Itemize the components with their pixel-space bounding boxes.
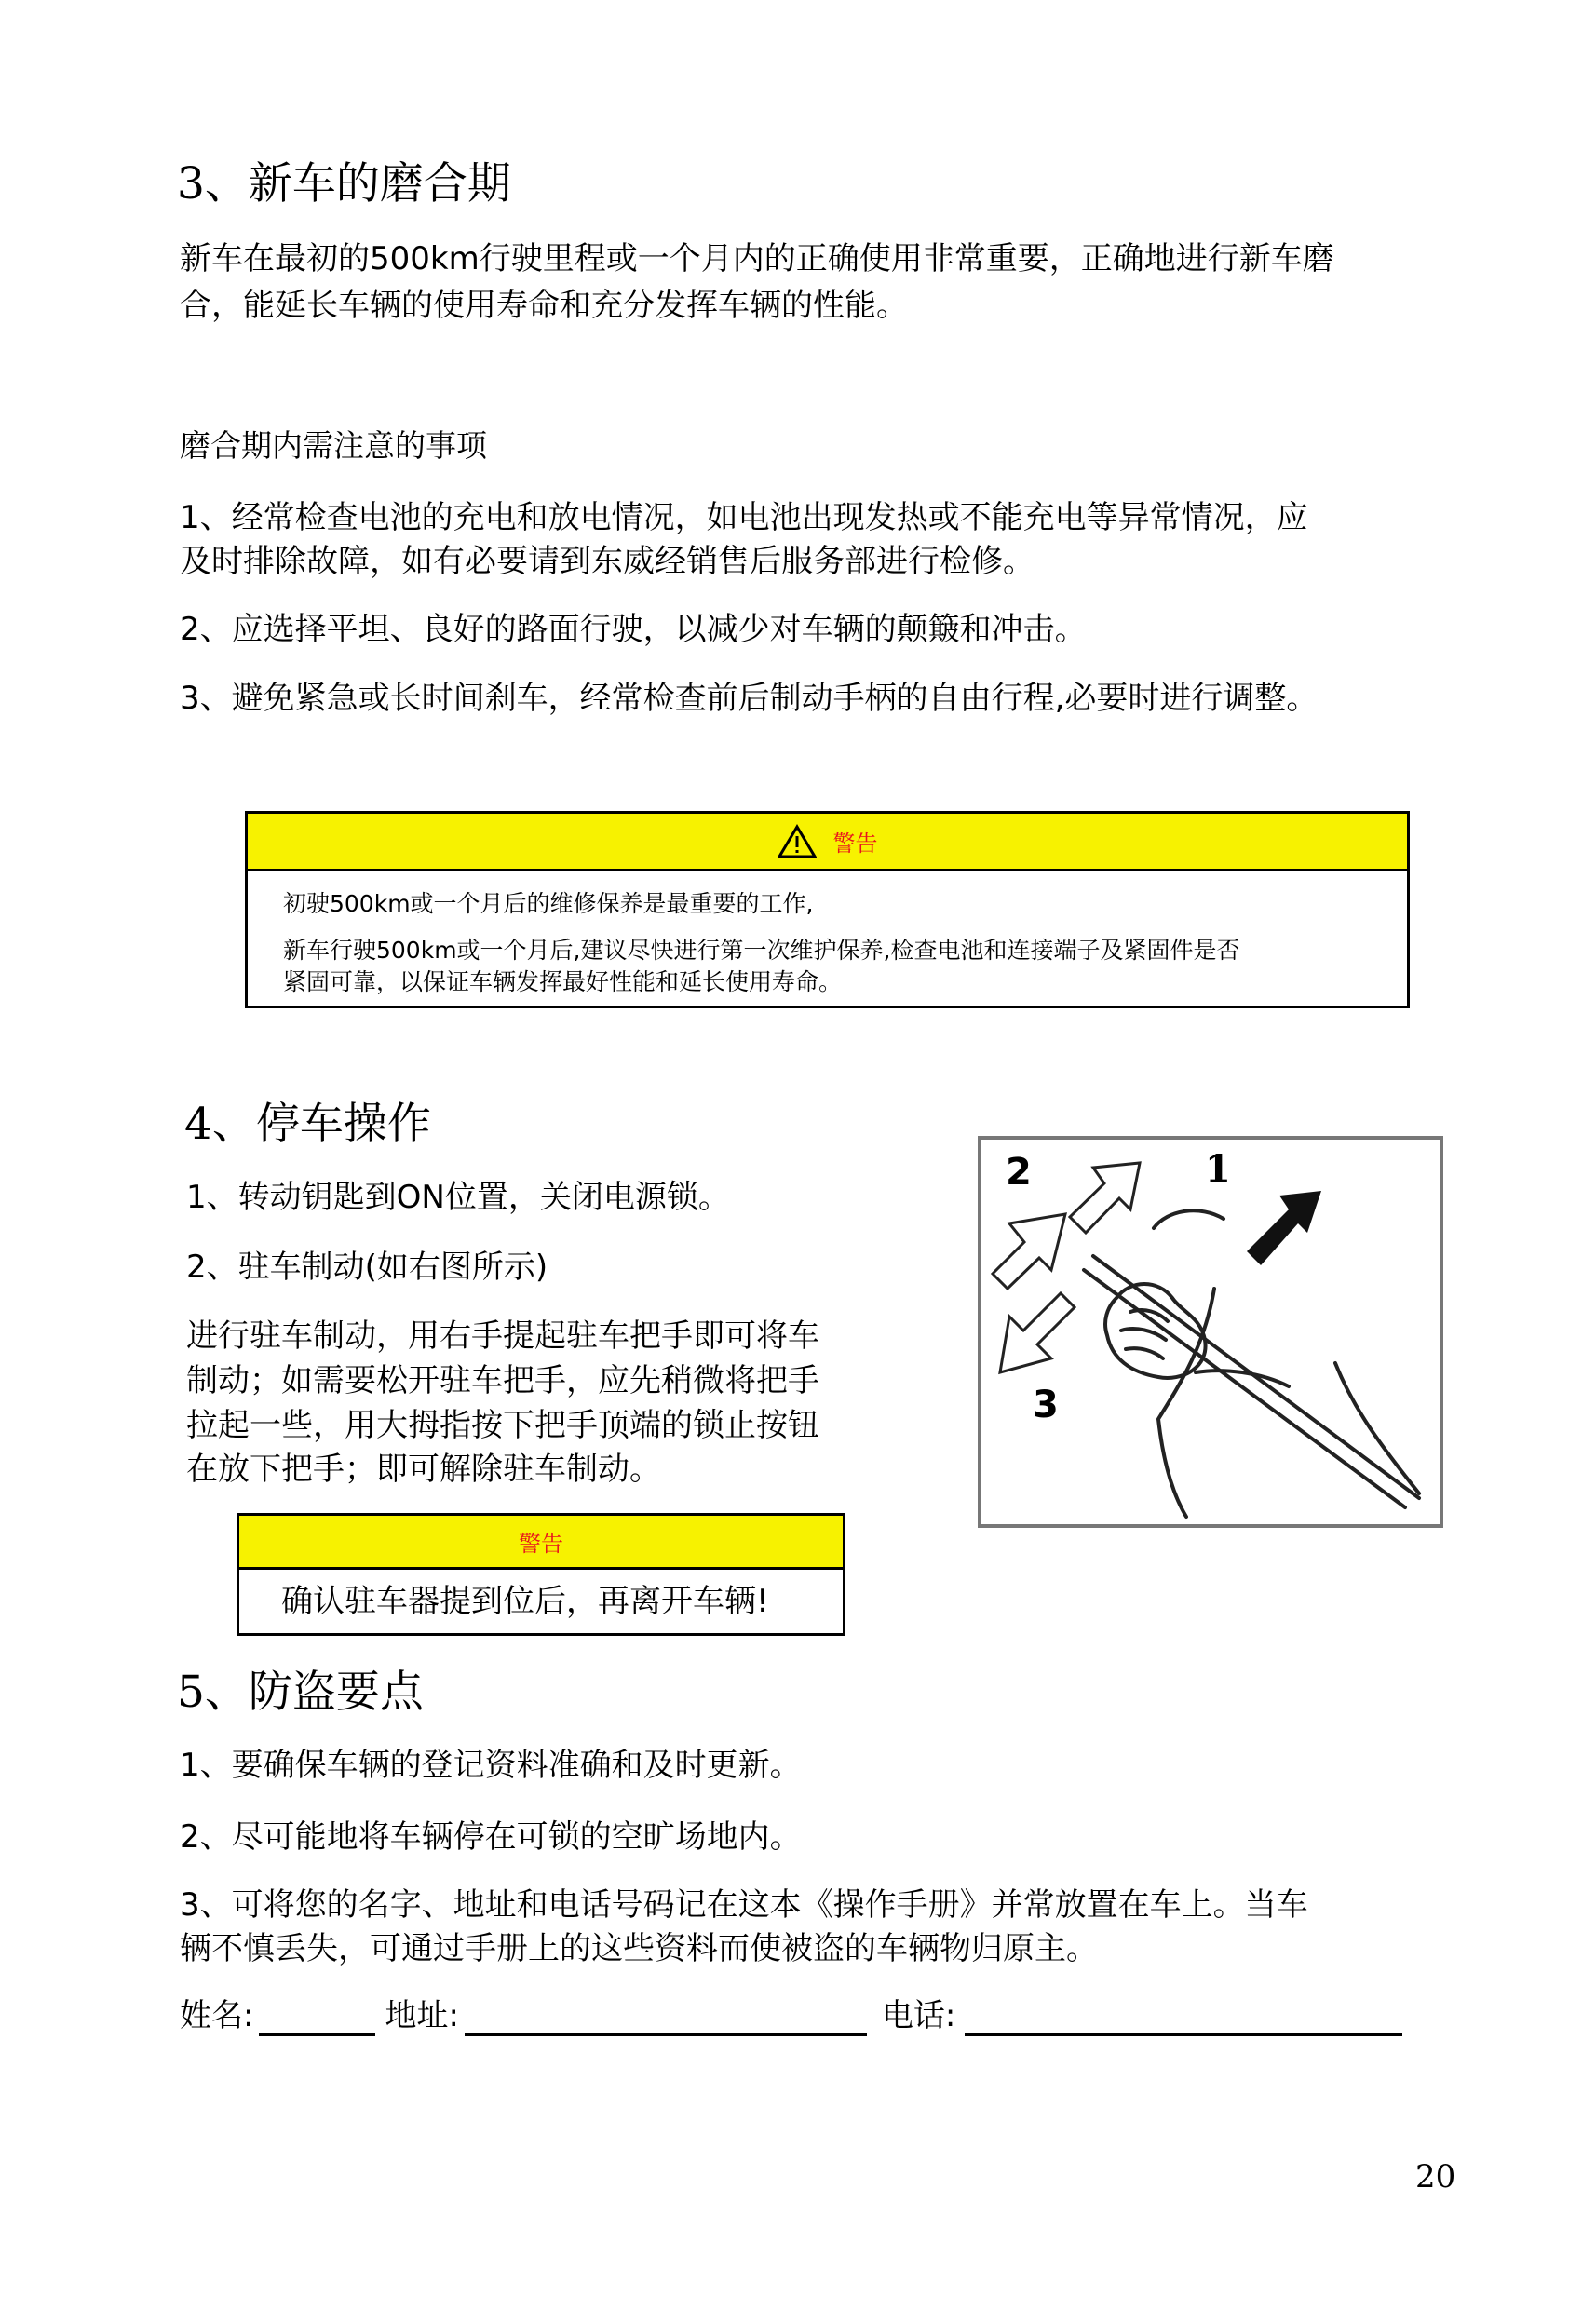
figure-label-3: 3 xyxy=(1033,1384,1059,1426)
warning-line1: 初驶500km或一个月后的维修保养是最重要的工作, xyxy=(283,890,814,917)
parking-warning-header xyxy=(239,1516,843,1570)
phone-field[interactable] xyxy=(965,2000,1402,2036)
section5-item1: 1、要确保车辆的登记资料准确和及时更新。 xyxy=(180,1747,802,1784)
section5-heading: 5、防盗要点 xyxy=(177,1667,424,1718)
section3-intro-line1: 新车在最初的500km行驶里程或一个月内的正确使用非常重要，正确地进行新车磨 xyxy=(180,240,1334,277)
section3-item1-line1: 1、经常检查电池的充电和放电情况，如电池出现发热或不能充电等异常情况，应 xyxy=(180,499,1308,536)
warning-line3: 紧固可靠，以保证车辆发挥最好性能和延长使用寿命。 xyxy=(283,968,843,995)
section3-item2: 2、应选择平坦、良好的路面行驶，以减少对车辆的颠簸和冲击。 xyxy=(180,611,1087,648)
address-label: 地址: xyxy=(385,1997,459,2034)
section4-para-line2: 制动；如需要松开驻车把手，应先稍微将把手 xyxy=(186,1362,819,1399)
name-field[interactable] xyxy=(259,2000,375,2036)
warning-label: 警告 xyxy=(832,831,878,857)
figure-label-2: 2 xyxy=(1006,1151,1032,1194)
section3-intro-line2: 合，能延长车辆的使用寿命和充分发挥车辆的性能。 xyxy=(180,287,908,324)
warning-line2: 新车行驶500km或一个月后,建议尽快进行第一次维护保养,检查电池和连接端子及紧固件是否 xyxy=(283,937,1240,964)
owner-info-form xyxy=(180,1995,1402,2036)
section3-item1-line2: 及时排除故障，如有必要请到东威经销售后服务部进行检修。 xyxy=(180,543,1035,580)
parking-warning-text: 确认驻车器提到位后，再离开车辆! xyxy=(281,1583,769,1620)
section4-para-line3: 拉起一些，用大拇指按下把手顶端的锁止按钮 xyxy=(186,1407,819,1444)
phone-label: 电话: xyxy=(881,1997,956,2034)
figure-label-1: 1 xyxy=(1205,1147,1231,1191)
section3-heading: 3、新车的磨合期 xyxy=(177,158,511,209)
warning-header xyxy=(248,814,1407,871)
section5-item3-line1: 3、可将您的名字、地址和电话号码记在这本《操作手册》并常放置在车上。当车 xyxy=(180,1886,1308,1924)
hand-lever-illustration xyxy=(981,1140,1440,1524)
warning-triangle-icon xyxy=(778,824,817,859)
address-field[interactable] xyxy=(465,2000,867,2036)
parking-warning-label: 警告 xyxy=(519,1531,563,1557)
section4-para-line1: 进行驻车制动，用右手提起驻车把手即可将车 xyxy=(186,1317,819,1355)
section4-para-line4: 在放下把手；即可解除驻车制动。 xyxy=(186,1451,661,1488)
parking-warning-box xyxy=(237,1513,845,1636)
section4-heading: 4、停车操作 xyxy=(184,1099,431,1150)
section4-item1: 1、转动钥匙到ON位置，关闭电源锁。 xyxy=(186,1179,730,1216)
section5-item2: 2、尽可能地将车辆停在可锁的空旷场地内。 xyxy=(180,1818,802,1856)
warning-box xyxy=(245,811,1410,1008)
section3-subheading: 磨合期内需注意的事项 xyxy=(180,427,487,464)
section5-item3-line2: 辆不慎丢失，可通过手册上的这些资料而使被盗的车辆物归原主。 xyxy=(180,1930,1098,1967)
page-number: 20 xyxy=(1415,2158,1456,2195)
section3-item3: 3、避免紧急或长时间刹车，经常检查前后制动手柄的自由行程,必要时进行调整。 xyxy=(180,680,1319,717)
parking-brake-figure xyxy=(978,1136,1443,1528)
section4-item2: 2、驻车制动(如右图所示) xyxy=(186,1249,548,1286)
name-label: 姓名: xyxy=(180,1997,254,2034)
